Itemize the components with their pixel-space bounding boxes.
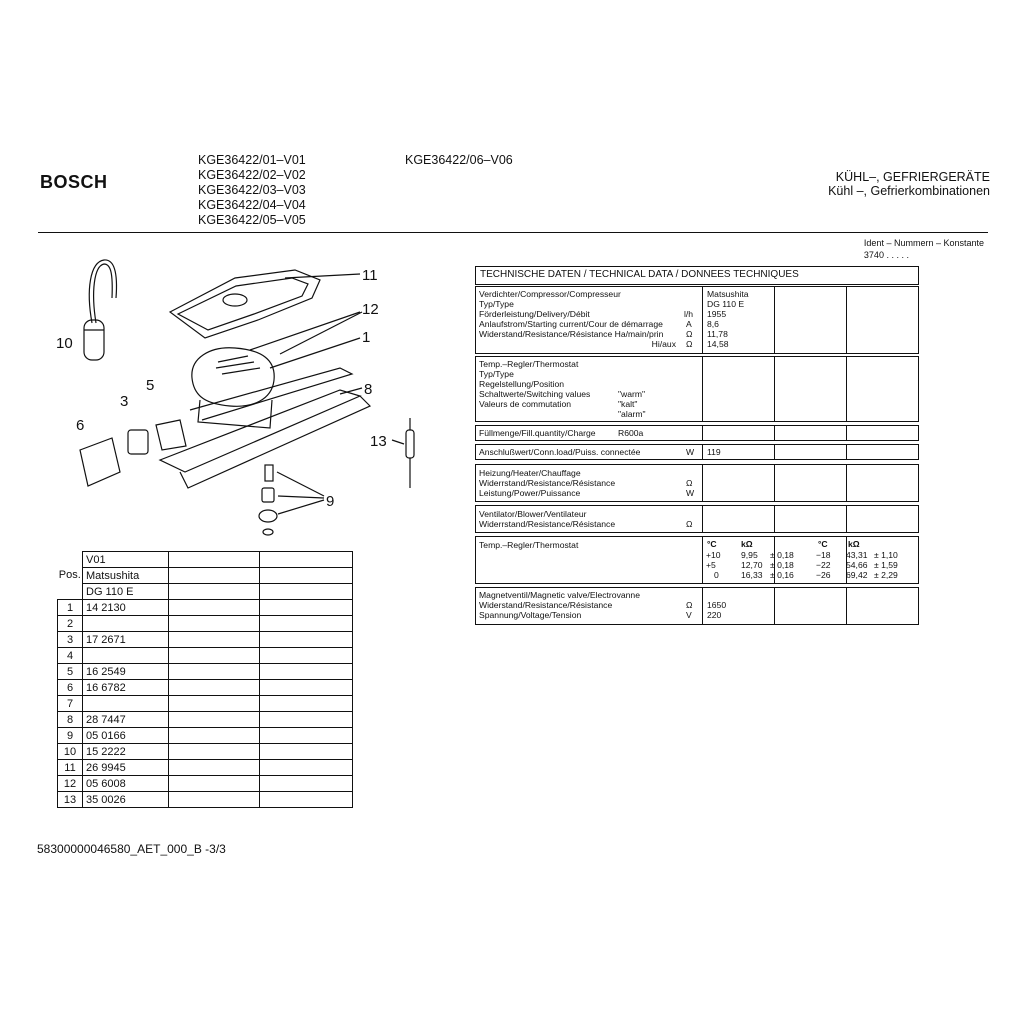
mode-label: "alarm" [618,409,646,419]
empty-cell [169,792,260,808]
exploded-parts-diagram [40,250,440,545]
empty-cell [260,568,353,584]
valve-section [475,587,919,625]
empty-cell [169,584,260,600]
col-header: kΩ [848,539,860,549]
col-header: °C [707,539,717,549]
table-row [58,664,353,680]
spec-unit: Ω [686,329,693,339]
spec-value: 1650 [707,600,727,610]
spec-label: Valeurs de commutation [479,399,572,409]
part-label-6: 6 [76,417,85,434]
empty-cell [169,744,260,760]
dryer-drawing [406,418,414,488]
ident-label: Ident – Nummern – Konstante [863,238,984,248]
tolerance-value: ± 1,59 [874,560,898,570]
document-id-footer: 58300000046580_AET_000_B -3/3 [37,842,226,856]
pos-number: 8 [58,712,83,728]
spec-label: Leistung/Power/Puissance [479,488,581,498]
spec-unit: A [686,319,692,329]
empty-cell [169,728,260,744]
temp-value: 0 [714,570,719,580]
category-line: Kühl –, Gefrierkombinationen [828,184,990,198]
empty-cell [260,792,353,808]
spec-value: 8,6 [707,319,719,329]
spec-unit: Ω [686,600,693,610]
table-row [58,648,353,664]
col-header: kΩ [741,539,753,549]
spec-label: Füllmenge/Fill.quantity/Charge [479,428,596,438]
spec-label: Widerstand/Resistance/Résistance Ha/main/prin [479,329,664,339]
pos-number: 7 [58,696,83,712]
empty-cell [169,552,260,568]
part-number: 05 6008 [83,776,169,792]
empty-cell [260,744,353,760]
spec-unit: l/h [684,309,694,319]
spec-unit: W [686,488,695,498]
table-row [58,728,353,744]
empty-cell [169,568,260,584]
charge-section [475,425,919,441]
part-number: 14 2130 [83,600,169,616]
pos-number: 3 [58,632,83,648]
empty-cell [260,664,353,680]
pos-number: 9 [58,728,83,744]
part-number [83,616,169,632]
parts-table [57,551,353,808]
empty-cell [260,648,353,664]
empty-cell [169,648,260,664]
spec-label: Typ/Type [479,369,514,379]
temp-value: +5 [706,560,716,570]
part-number: 05 0166 [83,728,169,744]
table-row [58,712,353,728]
table-row [58,744,353,760]
spec-value: 119 [707,447,721,457]
part-number: 28 7447 [83,712,169,728]
empty-cell [260,600,353,616]
spec-value: R600a [618,428,644,438]
spec-label: Verdichter/Compressor/Compresseur [479,289,621,299]
head-cell: V01 [83,552,169,568]
table-row [58,680,353,696]
mode-label: "warm" [618,389,646,399]
tech-title: TECHNISCHE DATEN / TECHNICAL DATA / DONNEES TECHNIQUES [480,269,799,280]
empty-cell [260,632,353,648]
spec-value: 11,78 [707,329,728,339]
table-row [58,696,353,712]
model-number: KGE36422/03–V03 [198,183,306,197]
part-label-3: 3 [120,393,129,410]
spec-label: Widerstand/Resistance/Résistance [479,600,613,610]
model-number: KGE36422/04–V04 [198,198,306,212]
part-number: 26 9945 [83,760,169,776]
spec-label: Magnetventil/Magnetic valve/Electrovanne [479,590,640,600]
part-label-1: 1 [362,329,371,346]
empty-cell [260,712,353,728]
spec-label: Typ/Type [479,299,514,309]
parts-rows [58,600,353,808]
part-number: 16 2549 [83,664,169,680]
col-header: °C [818,539,828,549]
empty-cell [169,600,260,616]
part-label-9: 9 [326,493,335,510]
resistance-value: 12,70 [741,560,763,570]
spec-label: Temp.–Regler/Thermostat [479,359,579,369]
empty-cell [169,680,260,696]
empty-cell [169,632,260,648]
model-number: KGE36422/06–V06 [405,153,513,167]
resistance-value: 16,33 [741,570,763,580]
spec-label: Anschlußwert/Conn.load/Puiss. connectée [479,447,641,457]
table-row [58,600,353,616]
empty-cell [260,696,353,712]
empty-cell [260,728,353,744]
resistance-value: 9,95 [741,550,758,560]
part-number [83,696,169,712]
model-number: KGE36422/02–V02 [198,168,306,182]
part-label-5: 5 [146,377,155,394]
head-cell: DG 110 E [83,584,169,600]
spec-label: Förderleistung/Delivery/Débit [479,309,590,319]
empty-cell [169,616,260,632]
heater-section [475,464,919,502]
empty-cell [260,760,353,776]
tolerance-value: ± 2,29 [874,570,898,580]
category-line: KÜHL–, GEFRIERGERÄTE [835,170,990,184]
pos-number: 12 [58,776,83,792]
pos-number: 4 [58,648,83,664]
empty-cell [260,776,353,792]
spec-label: Ventilator/Blower/Ventilateur [479,509,587,519]
spec-value: Matsushita [707,289,749,299]
head-cell: Matsushita [83,568,169,584]
temp-value: +10 [706,550,721,560]
mounting-kit-drawing [259,465,277,535]
pos-number: 1 [58,600,83,616]
pos-header: Pos. [58,552,83,600]
spec-value: DG 110 E [707,299,745,309]
tolerance-value: ± 0,18 [770,560,794,570]
part-label-10: 10 [56,335,73,352]
empty-cell [260,680,353,696]
thermostat-values-section [475,536,919,584]
part-label-13: 13 [370,433,387,450]
spec-label: Anlaufstrom/Starting current/Cour de démarrage [479,319,663,329]
spec-label: Hi/aux [651,339,676,349]
table-row [58,632,353,648]
part-label-8: 8 [364,381,373,398]
tolerance-value: ± 0,16 [770,570,794,580]
empty-cell [260,552,353,568]
spec-unit: W [686,447,695,457]
spec-label: Heizung/Heater/Chauffage [479,468,581,478]
table-row [58,776,353,792]
spec-label: Schaltwerte/Switching values [479,389,591,399]
spec-unit: Ω [686,339,693,349]
spec-label: Spannung/Voltage/Tension [479,610,582,620]
empty-cell [260,584,353,600]
model-number: KGE36422/05–V05 [198,213,306,227]
temp-value: −26 [816,570,831,580]
table-row [58,616,353,632]
table-row [58,760,353,776]
spec-label: Widerrstand/Resistance/Résistance [479,478,616,488]
category-title [828,170,990,198]
spec-unit: Ω [686,478,693,488]
part-number: 35 0026 [83,792,169,808]
brand-logo: BOSCH [40,172,108,192]
temp-value: −18 [816,550,831,560]
clip-drawing [156,420,186,450]
spec-value: 220 [707,610,722,620]
ident-value: 3740 . . . . . [863,250,909,260]
blower-section [475,505,919,533]
spec-unit: V [686,610,692,620]
connection-section [475,444,919,460]
model-number: KGE36422/01–V01 [198,153,306,167]
ident-block [864,237,984,261]
resistance-value: 54,66 [846,560,868,570]
terminal-cover-drawing [80,438,120,486]
temp-value: −22 [816,560,831,570]
spec-value: 1955 [707,309,727,319]
mode-label: "kalt" [618,399,638,409]
pos-number: 5 [58,664,83,680]
resistance-value: 43,31 [846,550,868,560]
tolerance-value: ± 0,18 [770,550,794,560]
resistance-value: 69,42 [846,570,868,580]
pos-number: 6 [58,680,83,696]
part-number: 16 6782 [83,680,169,696]
empty-cell [169,664,260,680]
spec-label: Widerrstand/Resistance/Résistance [479,519,616,529]
pos-number: 13 [58,792,83,808]
tolerance-value: ± 1,10 [874,550,898,560]
relay-drawing [128,430,148,454]
tech-title-box [475,266,919,285]
part-number: 17 2671 [83,632,169,648]
part-number: 15 2222 [83,744,169,760]
spec-label: Regelstellung/Position [479,379,565,389]
spec-value: 14,58 [707,339,729,349]
spec-label: Temp.–Regler/Thermostat [479,540,579,550]
empty-cell [169,712,260,728]
empty-cell [260,616,353,632]
compressor-section [475,286,919,354]
empty-cell [169,776,260,792]
header-divider [38,232,988,233]
model-list [198,153,306,228]
pos-number: 11 [58,760,83,776]
part-label-12: 12 [362,301,379,318]
pos-number: 10 [58,744,83,760]
table-row [58,792,353,808]
pos-number: 2 [58,616,83,632]
part-number [83,648,169,664]
empty-cell [169,696,260,712]
drip-tray-drawing [170,270,320,338]
empty-cell [169,760,260,776]
spec-unit: Ω [686,519,693,529]
thermostat-section [475,356,919,422]
capacitor-drawing [84,260,117,360]
compressor-drawing [192,348,274,428]
part-label-11: 11 [362,267,378,284]
